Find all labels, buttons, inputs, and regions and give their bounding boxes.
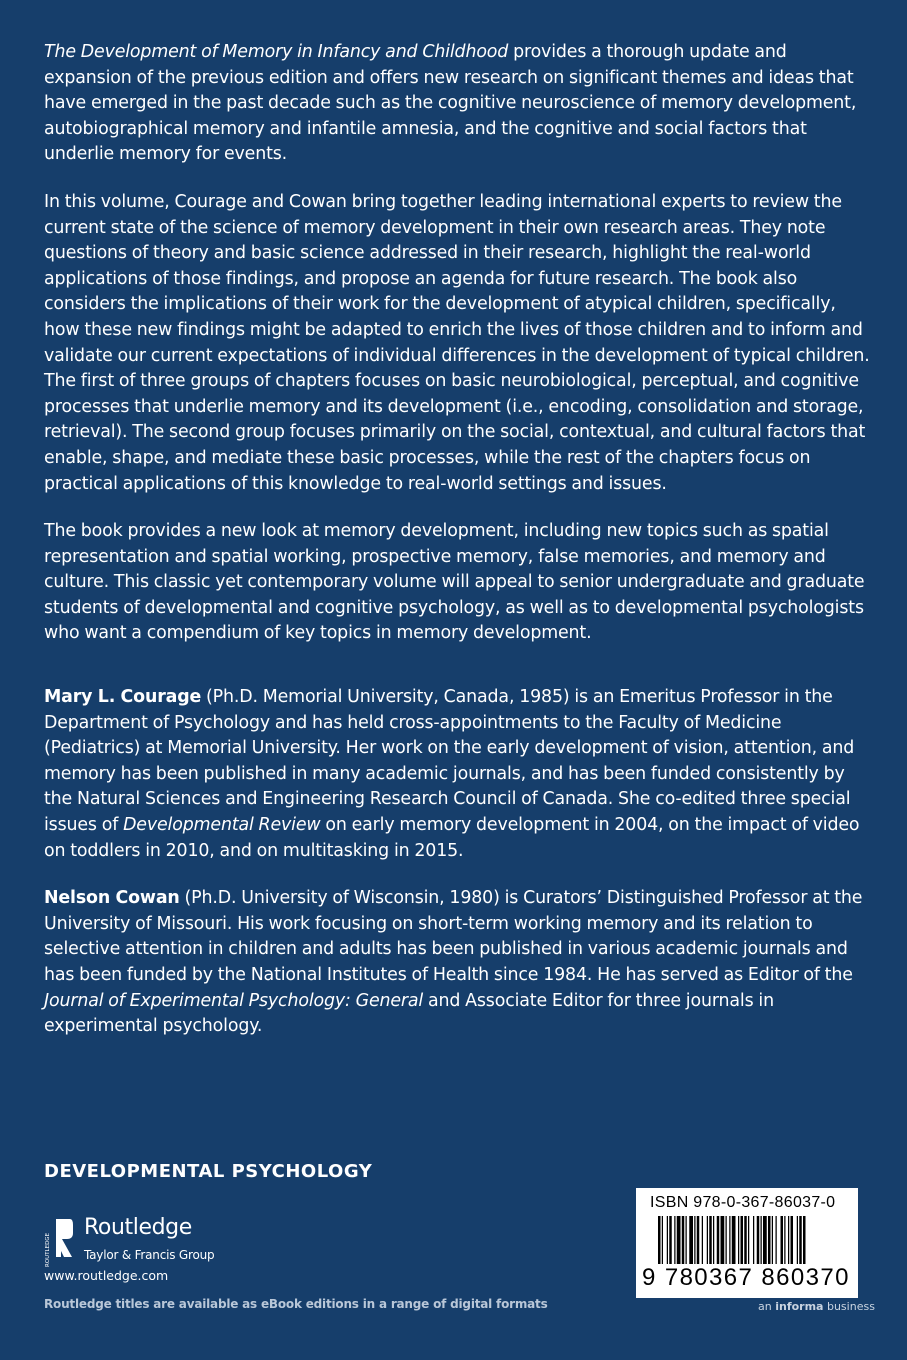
barcode-bar [697, 1216, 700, 1266]
blurb-paragraph-2: In this volume, Courage and Cowan bring together leading international experts to review the current state of the science of memory development in their own research areas. They note questions of theory and basic science addressed in their research, highlight the real-world applications of those findings, and propose an agenda for future research. The book also considers the implications of their work for the development of atypical children, specifically, how these new findings might be adapted to enrich the lives of those children and to inform and validate our current expectations of individual differences in the development of typical children. The first of three groups of chapters focuses on basic neurobiological, perceptual, and cognitive processes that underlie memory and its development (i.e., encoding, consolidation and storage, retrieval). The second group focuses primarily on the social, contextual, and cultural factors that enable, shape, and mediate these basic processes, while the rest of the chapters focus on practical applications of this knowledge to real-world settings and issues. [44, 191, 870, 494]
barcode-bar [694, 1216, 695, 1266]
barcode-bar [761, 1216, 762, 1266]
author-bio-cowan-text-a: (Ph.D. University of Wisconsin, 1980) is Curators’ Distinguished Professor at the University of Missouri. His work focusing on short-term working memory and its relation to selective attention in children and adults has been published in various academic journals and has been funded by the National Institutes of Health since 1984. He has served as Editor of the [44, 888, 863, 985]
publisher-block [44, 1215, 344, 1285]
barcode-bar [784, 1216, 785, 1266]
isbn-label: ISBN 978-0-367-86037-0 [650, 1194, 836, 1211]
barcode-bar [682, 1216, 685, 1266]
barcode-bar [721, 1216, 725, 1266]
barcode-bar [702, 1216, 703, 1266]
informa-suffix: business [823, 1300, 875, 1313]
barcode-bar [741, 1216, 744, 1266]
back-cover-text [44, 40, 872, 1062]
routledge-logo-icon [44, 1217, 74, 1267]
blurb-paragraph-1-text: provides a thorough update and expansion of the previous edition and offers new research on significant themes and ideas that have emerged in the past decade such as the cognitive neuroscience of memory development, autobiographical memory and infantile amnesia, and the cognitive and social factors that underlie memory for events. [44, 42, 857, 165]
barcode-bar [667, 1216, 668, 1266]
barcode-bar [677, 1216, 681, 1266]
barcode-bar [707, 1216, 708, 1266]
author-name-cowan: Nelson Cowan [44, 888, 180, 909]
barcode-bar [729, 1216, 730, 1266]
barcode-bar [674, 1216, 675, 1266]
informa-business-tag [758, 1300, 875, 1313]
barcode-bar [686, 1216, 687, 1266]
barcode-digits-text: 9 780367 860370 [642, 1264, 850, 1291]
subject-category: DEVELOPMENTAL PSYCHOLOGY [44, 1161, 373, 1182]
barcode-bar [781, 1216, 784, 1266]
barcode-bar [763, 1216, 767, 1266]
logo-side-text: ROUTLEDGE [45, 1232, 51, 1267]
barcode-bar [776, 1216, 777, 1266]
barcode-bar [669, 1216, 672, 1266]
publisher-name: Routledge [84, 1215, 192, 1240]
barcode-bar [788, 1216, 789, 1266]
author-bio-courage-journal: Developmental Review [123, 815, 321, 836]
informa-brand: informa [775, 1300, 824, 1313]
barcode-bar [709, 1216, 712, 1266]
ebook-availability-note: Routledge titles are available as eBook editions in a range of digital formats [44, 1297, 548, 1311]
barcode-bar [791, 1216, 794, 1266]
barcode-bar [689, 1216, 693, 1266]
blurb-paragraph-3: The book provides a new look at memory development, including new topics such as spatial representation and spatial working, prospective memory, false memories, and memory and culture. This classic yet contemporary volume will appeal to senior undergraduate and graduate students of developmental and cognitive psychology, as well as to developmental psychologists who want a compendium of key topics in memory development. [44, 521, 865, 644]
publisher-website[interactable]: www.routledge.com [44, 1268, 169, 1283]
barcode-box [636, 1188, 858, 1298]
barcode-bar [726, 1216, 727, 1266]
author-bio-cowan-text-b: and Associate Editor for three journals in experimental psychology. [44, 990, 774, 1037]
barcode-bar [799, 1216, 802, 1266]
blurb-paragraph-1 [44, 40, 872, 168]
barcode-bar [717, 1216, 720, 1266]
barcode-bar [772, 1216, 773, 1266]
barcode-bar [757, 1216, 760, 1266]
barcode-bar [748, 1216, 749, 1266]
author-bio-cowan-journal: Journal of Experimental Psychology: General [44, 990, 424, 1011]
author-bio-courage [44, 685, 872, 864]
barcode-digits [642, 1264, 850, 1292]
barcode-bar [753, 1216, 754, 1266]
barcode-bar [768, 1216, 771, 1266]
publisher-group: Taylor & Francis Group [84, 1248, 215, 1262]
informa-prefix: an [758, 1300, 776, 1313]
author-bio-courage-text-a: (Ph.D. Memorial University, Canada, 1985) is an Emeritus Professor in the Department of Psychology and has held cross-appointments to the Faculty of Medicine (Pediatrics) at Memorial University. Her work on the early development of vision, attention, and memory has been published in many academic journals, and has been funded consistently by the Natural Sciences and Engineering Research Council of Canada. She co-edited three special issues of [44, 687, 855, 836]
book-title: The Development of Memory in Infancy and Childhood [44, 42, 509, 62]
author-bio-cowan [44, 886, 872, 1040]
author-name-courage: Mary L. Courage [44, 687, 202, 708]
author-bio-courage-text-b: on early memory development in 2004, on the impact of video on toddlers in 2010, and on multitasking in 2015. [44, 815, 860, 861]
barcode-bar [713, 1216, 714, 1266]
barcode-bar [744, 1216, 747, 1266]
barcode-bar [797, 1216, 798, 1266]
